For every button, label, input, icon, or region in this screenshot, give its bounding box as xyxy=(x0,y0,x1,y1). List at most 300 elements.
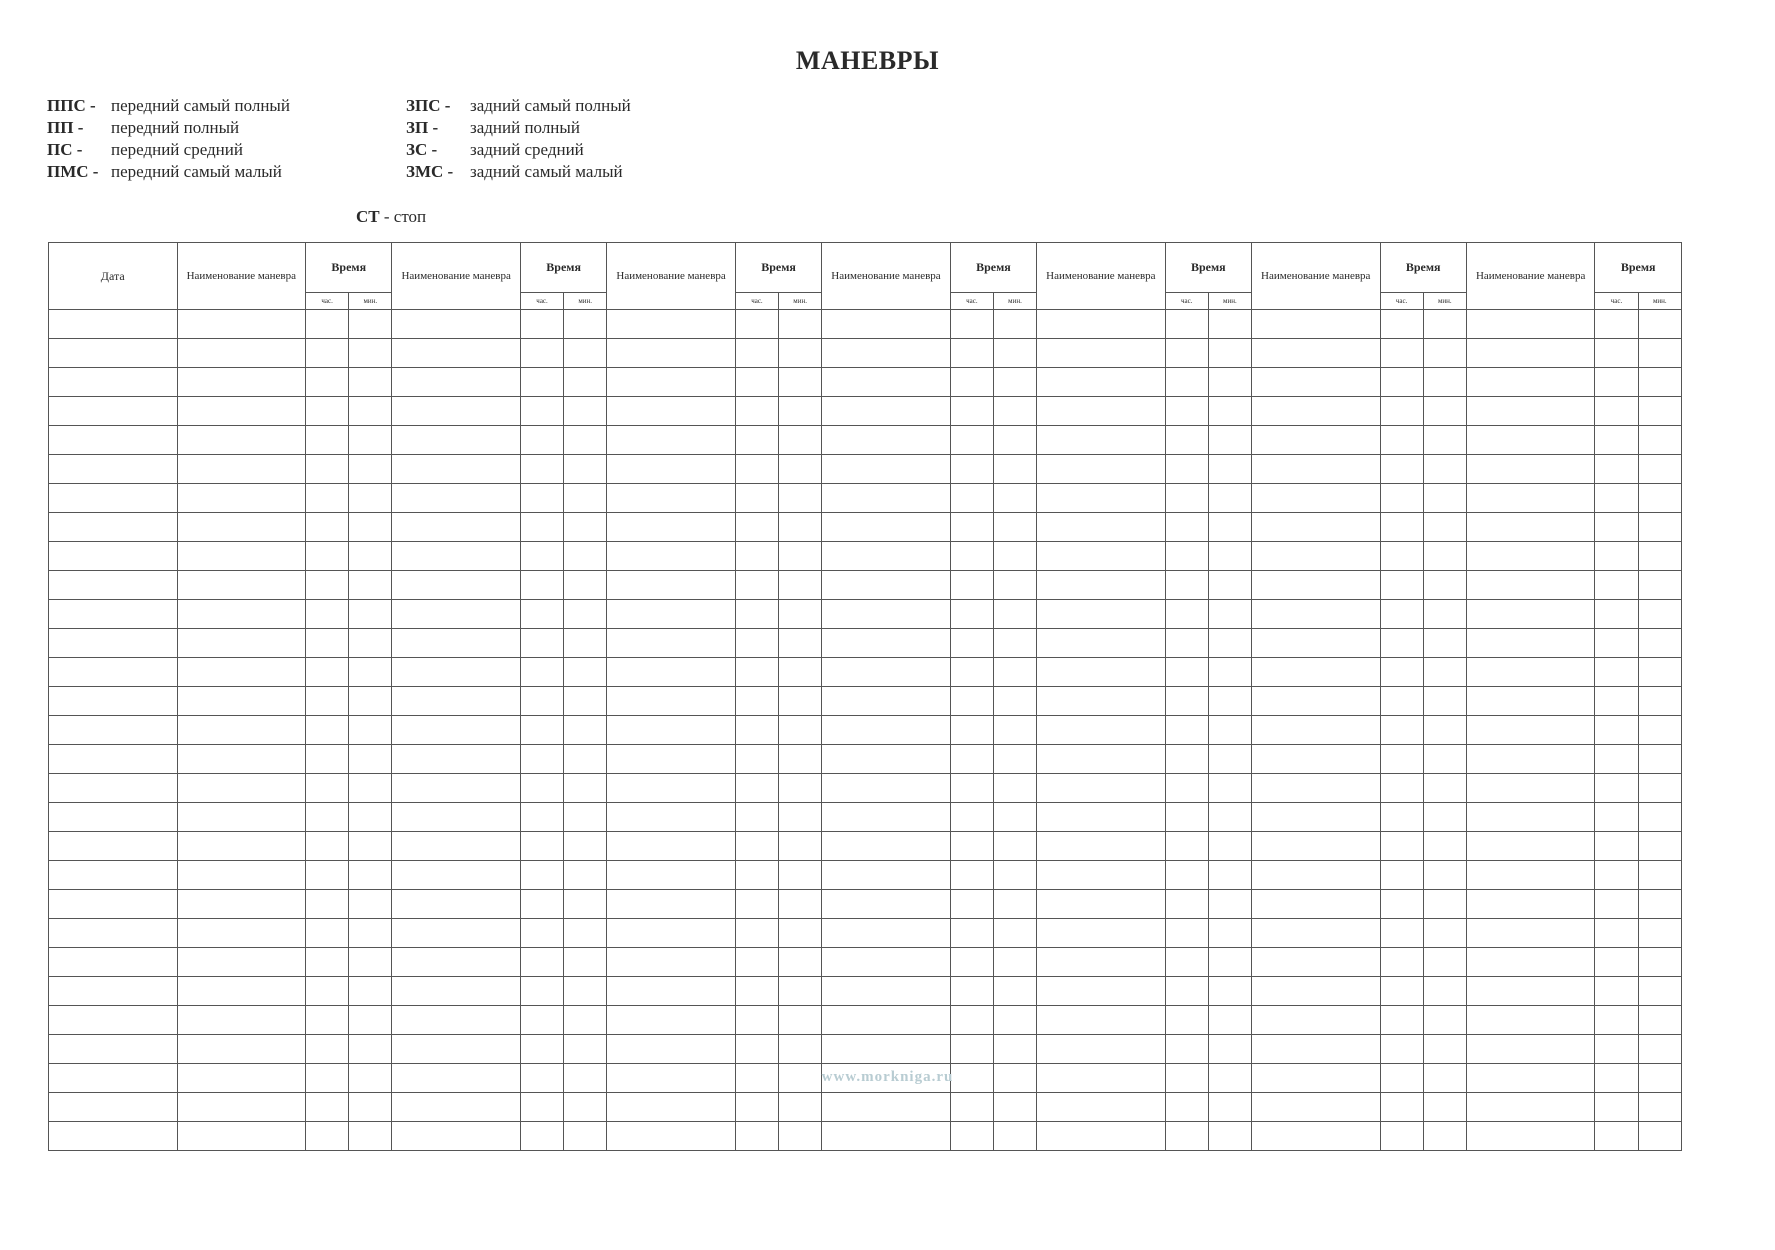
log-cell xyxy=(1595,629,1638,658)
log-cell xyxy=(822,571,951,600)
log-cell xyxy=(779,1035,822,1064)
log-cell xyxy=(177,1093,306,1122)
log-cell xyxy=(1037,426,1166,455)
log-cell xyxy=(735,919,778,948)
log-cell xyxy=(822,1093,951,1122)
log-cell xyxy=(1208,948,1251,977)
log-cell xyxy=(735,455,778,484)
log-cell xyxy=(1423,658,1466,687)
log-cell xyxy=(177,1122,306,1151)
log-cell xyxy=(993,1035,1036,1064)
log-cell xyxy=(1165,484,1208,513)
log-cell xyxy=(950,919,993,948)
log-cell xyxy=(607,948,736,977)
log-cell xyxy=(993,1006,1036,1035)
log-cell xyxy=(520,977,563,1006)
log-cell xyxy=(735,658,778,687)
log-cell xyxy=(49,339,178,368)
log-cell xyxy=(177,774,306,803)
log-cell xyxy=(607,571,736,600)
log-cell xyxy=(950,832,993,861)
log-cell xyxy=(349,542,392,571)
log-cell xyxy=(49,310,178,339)
log-cell xyxy=(779,571,822,600)
log-cell xyxy=(1466,600,1595,629)
log-cell xyxy=(822,803,951,832)
log-cell xyxy=(1165,310,1208,339)
log-cell xyxy=(1595,803,1638,832)
log-cell xyxy=(1208,339,1251,368)
log-cell xyxy=(306,716,349,745)
log-cell xyxy=(1595,310,1638,339)
log-cell xyxy=(349,832,392,861)
log-cell xyxy=(607,542,736,571)
time-header: Время xyxy=(520,243,606,293)
log-cell xyxy=(1037,1093,1166,1122)
log-cell xyxy=(607,890,736,919)
log-cell xyxy=(822,745,951,774)
log-cell xyxy=(779,803,822,832)
log-cell xyxy=(735,513,778,542)
log-cell xyxy=(1423,629,1466,658)
log-cell xyxy=(306,687,349,716)
log-cell xyxy=(1208,310,1251,339)
maneuver-name-header: Наименование маневра xyxy=(392,243,521,310)
log-cell xyxy=(177,948,306,977)
log-cell xyxy=(520,716,563,745)
log-cell xyxy=(1638,1093,1681,1122)
log-cell xyxy=(392,397,521,426)
log-cell xyxy=(392,658,521,687)
log-cell xyxy=(1165,919,1208,948)
legend-desc: передний самый малый xyxy=(111,162,282,181)
legend-item xyxy=(406,95,631,117)
log-cell xyxy=(1251,1093,1380,1122)
log-cell xyxy=(1638,1035,1681,1064)
log-cell xyxy=(349,716,392,745)
log-cell xyxy=(306,977,349,1006)
log-cell xyxy=(1466,890,1595,919)
log-cell xyxy=(1595,687,1638,716)
table-row xyxy=(49,1006,1682,1035)
log-cell xyxy=(392,484,521,513)
log-cell xyxy=(822,948,951,977)
hour-subheader: час. xyxy=(1165,293,1208,310)
log-cell xyxy=(177,832,306,861)
log-cell xyxy=(1638,1122,1681,1151)
table-row xyxy=(49,890,1682,919)
time-header: Время xyxy=(735,243,821,293)
legend-desc: - стоп xyxy=(383,207,427,226)
legend-abbr: ЗС - xyxy=(406,140,438,159)
log-cell xyxy=(349,310,392,339)
legend-desc: задний полный xyxy=(470,118,580,137)
log-cell xyxy=(1380,542,1423,571)
log-cell xyxy=(1251,919,1380,948)
table-row xyxy=(49,1093,1682,1122)
log-cell xyxy=(1423,310,1466,339)
legend-astern xyxy=(406,95,631,183)
log-cell xyxy=(607,832,736,861)
log-cell xyxy=(1380,455,1423,484)
log-cell xyxy=(1208,455,1251,484)
log-cell xyxy=(564,1006,607,1035)
log-cell xyxy=(1208,368,1251,397)
log-cell xyxy=(1380,1035,1423,1064)
log-cell xyxy=(349,745,392,774)
log-cell xyxy=(607,310,736,339)
log-cell xyxy=(735,397,778,426)
log-cell xyxy=(1165,368,1208,397)
log-cell xyxy=(1037,687,1166,716)
time-header: Время xyxy=(950,243,1036,293)
log-cell xyxy=(1638,977,1681,1006)
log-cell xyxy=(1466,455,1595,484)
log-cell xyxy=(822,513,951,542)
log-cell xyxy=(306,542,349,571)
log-cell xyxy=(349,658,392,687)
log-cell xyxy=(564,542,607,571)
log-cell xyxy=(1380,310,1423,339)
log-cell xyxy=(306,513,349,542)
table-row xyxy=(49,977,1682,1006)
log-cell xyxy=(1165,571,1208,600)
log-cell xyxy=(520,1122,563,1151)
log-cell xyxy=(1466,571,1595,600)
log-cell xyxy=(1466,977,1595,1006)
minute-subheader: мин. xyxy=(564,293,607,310)
log-cell xyxy=(1165,629,1208,658)
log-cell xyxy=(1466,513,1595,542)
log-cell xyxy=(349,426,392,455)
log-cell xyxy=(950,774,993,803)
log-cell xyxy=(950,745,993,774)
log-cell xyxy=(1466,774,1595,803)
log-cell xyxy=(950,542,993,571)
log-cell xyxy=(49,977,178,1006)
log-cell xyxy=(1423,716,1466,745)
log-cell xyxy=(177,368,306,397)
log-cell xyxy=(306,803,349,832)
log-cell xyxy=(1380,426,1423,455)
log-cell xyxy=(1466,716,1595,745)
log-cell xyxy=(49,571,178,600)
table-row xyxy=(49,861,1682,890)
log-cell xyxy=(1208,745,1251,774)
legend-abbr: ЗП - xyxy=(406,118,439,137)
log-cell xyxy=(306,484,349,513)
log-cell xyxy=(822,397,951,426)
log-cell xyxy=(779,774,822,803)
log-cell xyxy=(306,310,349,339)
log-cell xyxy=(1423,397,1466,426)
log-cell xyxy=(392,687,521,716)
log-cell xyxy=(1208,1035,1251,1064)
log-cell xyxy=(1165,803,1208,832)
log-cell xyxy=(735,484,778,513)
time-header: Время xyxy=(1380,243,1466,293)
log-cell xyxy=(1037,832,1166,861)
log-cell xyxy=(1251,542,1380,571)
log-cell xyxy=(607,803,736,832)
log-cell xyxy=(1638,774,1681,803)
log-cell xyxy=(1423,484,1466,513)
log-cell xyxy=(1251,687,1380,716)
log-cell xyxy=(735,1006,778,1035)
log-cell xyxy=(779,1093,822,1122)
log-cell xyxy=(392,455,521,484)
log-cell xyxy=(1638,919,1681,948)
log-cell xyxy=(1208,687,1251,716)
log-cell xyxy=(1165,1122,1208,1151)
log-cell xyxy=(1037,948,1166,977)
log-cell xyxy=(177,1035,306,1064)
log-cell xyxy=(564,774,607,803)
log-cell xyxy=(349,1122,392,1151)
log-cell xyxy=(822,1122,951,1151)
minute-subheader: мин. xyxy=(779,293,822,310)
log-cell xyxy=(1165,455,1208,484)
log-cell xyxy=(1466,832,1595,861)
log-cell xyxy=(1638,687,1681,716)
log-cell xyxy=(993,716,1036,745)
log-cell xyxy=(950,716,993,745)
log-cell xyxy=(349,977,392,1006)
log-cell xyxy=(1595,861,1638,890)
log-cell xyxy=(564,977,607,1006)
legend-item xyxy=(406,161,631,183)
log-cell xyxy=(735,832,778,861)
log-cell xyxy=(1466,629,1595,658)
log-cell xyxy=(1165,948,1208,977)
log-cell xyxy=(1037,745,1166,774)
log-cell xyxy=(950,861,993,890)
log-cell xyxy=(349,1035,392,1064)
table-row xyxy=(49,426,1682,455)
log-cell xyxy=(822,1035,951,1064)
log-cell xyxy=(993,890,1036,919)
log-cell xyxy=(1165,774,1208,803)
log-cell xyxy=(1595,890,1638,919)
log-cell xyxy=(520,629,563,658)
log-cell xyxy=(735,1093,778,1122)
log-cell xyxy=(779,368,822,397)
log-cell xyxy=(177,629,306,658)
log-cell xyxy=(1037,716,1166,745)
minute-subheader: мин. xyxy=(1208,293,1251,310)
log-cell xyxy=(49,1006,178,1035)
log-cell xyxy=(1423,600,1466,629)
log-cell xyxy=(1251,484,1380,513)
log-cell xyxy=(392,368,521,397)
log-cell xyxy=(1037,1122,1166,1151)
log-cell xyxy=(1380,687,1423,716)
log-cell xyxy=(1208,542,1251,571)
log-cell xyxy=(735,310,778,339)
log-cell xyxy=(735,1035,778,1064)
log-cell xyxy=(1380,368,1423,397)
log-cell xyxy=(177,1006,306,1035)
log-cell xyxy=(1380,397,1423,426)
log-cell xyxy=(1638,890,1681,919)
watermark: www.morkniga.ru xyxy=(821,1069,954,1085)
log-cell xyxy=(49,484,178,513)
time-header: Время xyxy=(1595,243,1682,293)
minute-subheader: мин. xyxy=(993,293,1036,310)
log-cell xyxy=(1380,919,1423,948)
log-cell xyxy=(1380,658,1423,687)
log-cell xyxy=(993,397,1036,426)
log-cell xyxy=(520,368,563,397)
log-cell xyxy=(564,658,607,687)
log-cell xyxy=(306,1093,349,1122)
log-cell xyxy=(1251,803,1380,832)
log-cell xyxy=(1638,426,1681,455)
log-cell xyxy=(520,1006,563,1035)
log-cell xyxy=(993,745,1036,774)
table-row xyxy=(49,948,1682,977)
log-cell xyxy=(607,368,736,397)
log-cell xyxy=(1037,774,1166,803)
log-cell xyxy=(779,426,822,455)
legend-abbr: ППС - xyxy=(47,96,96,115)
log-cell xyxy=(735,774,778,803)
log-cell xyxy=(1595,1093,1638,1122)
log-cell xyxy=(1165,745,1208,774)
log-cell xyxy=(993,339,1036,368)
log-cell xyxy=(49,1122,178,1151)
log-cell xyxy=(306,745,349,774)
log-cell xyxy=(779,687,822,716)
log-cell xyxy=(779,832,822,861)
log-cell xyxy=(1595,368,1638,397)
log-cell xyxy=(779,397,822,426)
log-cell xyxy=(1638,1006,1681,1035)
legend-stop xyxy=(356,207,426,227)
log-cell xyxy=(1251,310,1380,339)
log-cell xyxy=(1037,368,1166,397)
log-cell xyxy=(392,948,521,977)
log-cell xyxy=(735,368,778,397)
log-cell xyxy=(1380,1093,1423,1122)
legend-item xyxy=(406,117,631,139)
log-cell xyxy=(1595,658,1638,687)
log-cell xyxy=(392,890,521,919)
log-cell xyxy=(822,600,951,629)
log-cell xyxy=(1165,339,1208,368)
log-cell xyxy=(1466,803,1595,832)
log-cell xyxy=(49,774,178,803)
table-row xyxy=(49,745,1682,774)
log-cell xyxy=(564,1093,607,1122)
log-cell xyxy=(520,1035,563,1064)
log-cell xyxy=(49,861,178,890)
log-cell xyxy=(306,339,349,368)
log-cell xyxy=(1165,716,1208,745)
log-cell xyxy=(1380,1122,1423,1151)
log-cell xyxy=(1595,397,1638,426)
log-cell xyxy=(1423,977,1466,1006)
log-cell xyxy=(1165,977,1208,1006)
log-cell xyxy=(993,542,1036,571)
log-cell xyxy=(392,861,521,890)
log-cell xyxy=(564,832,607,861)
log-cell xyxy=(1638,600,1681,629)
log-cell xyxy=(950,890,993,919)
log-cell xyxy=(779,977,822,1006)
log-cell xyxy=(607,397,736,426)
log-cell xyxy=(1251,832,1380,861)
log-cell xyxy=(822,484,951,513)
log-cell xyxy=(1165,542,1208,571)
log-cell xyxy=(349,368,392,397)
table-row xyxy=(49,484,1682,513)
log-cell xyxy=(1638,455,1681,484)
maneuver-name-header: Наименование маневра xyxy=(177,243,306,310)
log-cell xyxy=(49,368,178,397)
log-cell xyxy=(177,745,306,774)
log-cell xyxy=(177,716,306,745)
legend-item xyxy=(47,139,290,161)
log-cell xyxy=(1037,977,1166,1006)
log-cell xyxy=(177,339,306,368)
log-cell xyxy=(993,861,1036,890)
table-row xyxy=(49,310,1682,339)
log-cell xyxy=(564,803,607,832)
log-cell xyxy=(607,1093,736,1122)
log-cell xyxy=(392,832,521,861)
log-cell xyxy=(1423,687,1466,716)
log-cell xyxy=(564,368,607,397)
log-cell xyxy=(564,397,607,426)
log-cell xyxy=(950,1006,993,1035)
hour-subheader: час. xyxy=(306,293,349,310)
log-cell xyxy=(392,1093,521,1122)
log-cell xyxy=(993,455,1036,484)
log-cell xyxy=(950,368,993,397)
log-cell xyxy=(950,310,993,339)
table-row xyxy=(49,339,1682,368)
log-cell xyxy=(49,1093,178,1122)
log-cell xyxy=(1466,948,1595,977)
log-cell xyxy=(306,571,349,600)
log-cell xyxy=(306,1006,349,1035)
log-cell xyxy=(1251,629,1380,658)
table-row xyxy=(49,600,1682,629)
log-cell xyxy=(950,513,993,542)
log-cell xyxy=(1595,919,1638,948)
log-cell xyxy=(779,310,822,339)
log-cell xyxy=(392,1122,521,1151)
log-cell xyxy=(1251,890,1380,919)
log-cell xyxy=(1208,571,1251,600)
log-cell xyxy=(1037,484,1166,513)
log-cell xyxy=(1251,716,1380,745)
legend-desc: задний самый малый xyxy=(470,162,623,181)
log-cell xyxy=(177,542,306,571)
log-cell xyxy=(779,339,822,368)
log-cell xyxy=(349,513,392,542)
log-cell xyxy=(779,919,822,948)
log-cell xyxy=(1638,716,1681,745)
log-cell xyxy=(520,600,563,629)
log-cell xyxy=(1638,629,1681,658)
log-cell xyxy=(306,948,349,977)
log-cell xyxy=(392,977,521,1006)
log-cell xyxy=(1251,977,1380,1006)
log-cell xyxy=(392,310,521,339)
log-cell xyxy=(349,484,392,513)
